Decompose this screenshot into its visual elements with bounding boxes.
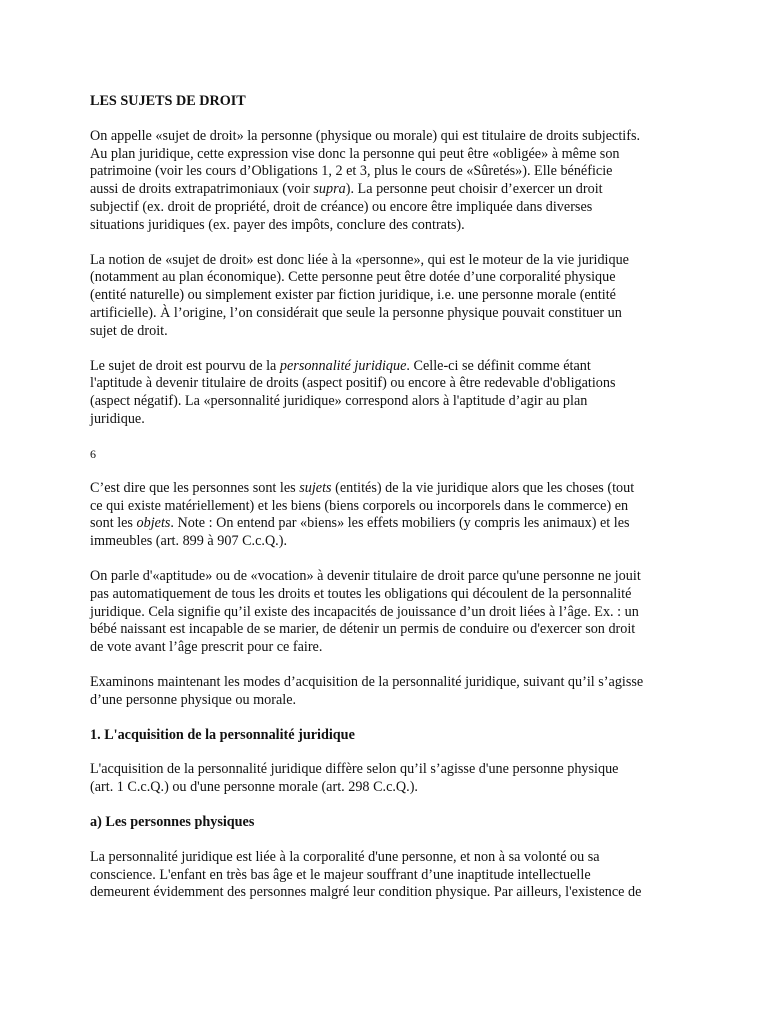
paragraph-aptitude-vocation [90, 568, 690, 657]
text-line: pas automatiquement de tous les droits et toutes les obligations qui découlent de la personnalité [90, 585, 632, 602]
paragraph-modes-acquisition [90, 674, 690, 710]
text-run: (entités) de la vie juridique alors que les choses (tout [331, 479, 635, 496]
text-line: sujet de droit. [90, 322, 168, 339]
text-line: (entité naturelle) ou simplement exister par fiction juridique, i.e. une personne morale (entité [90, 287, 616, 304]
paragraph-acquisition-differe [90, 761, 690, 797]
text-line: subjectif (ex. droit de propriété, droit de créance) ou encore être impliquée dans diverses [90, 198, 593, 215]
text-line: (art. 1 C.c.Q.) ou d'une personne morale (art. 298 C.c.Q.). [90, 779, 418, 796]
text-run: . Celle-ci se définit comme étant [406, 357, 591, 374]
text-line: juridique. Cela signifie qu’il existe des incapacités de jouissance d’un droit liées à l’âge. Ex. : un [90, 603, 639, 620]
text-line: l'aptitude à devenir titulaire de droits (aspect positif) ou encore à être redevable d'obligations [90, 375, 616, 392]
text-line: juridique. [90, 410, 145, 427]
italic-term: sujets [299, 479, 332, 496]
document-title: LES SUJETS DE DROIT [90, 93, 246, 109]
text-line [90, 515, 690, 533]
text-line: On appelle «sujet de droit» la personne (physique ou morale) qui est titulaire de droits subjectifs. [90, 127, 641, 144]
text-line: bébé naissant est incapable de se marier, de détenir un permis de conduire ou d'exercer son droit [90, 621, 636, 638]
text-line: Au plan juridique, cette expression vise donc la personne qui peut être «obligée» à même son [90, 145, 620, 162]
text-line: situations juridiques (ex. payer des impôts, conclure des contrats). [90, 216, 465, 233]
text-line: d’une personne physique ou morale. [90, 691, 297, 708]
paragraph-notion-personne [90, 252, 690, 341]
text-line: L'acquisition de la personnalité juridique diffère selon qu’il s’agisse d'une personne physique [90, 761, 619, 778]
paragraph-sujet-de-droit-definition [90, 128, 690, 235]
italic-term: objets [136, 515, 171, 532]
text-line [90, 480, 690, 498]
document-body [90, 93, 690, 919]
section-heading-acquisition: 1. L'acquisition de la personnalité juridique [90, 726, 355, 743]
text-line: On parle d'«aptitude» ou de «vocation» à devenir titulaire de droit parce qu'une personne ne jouit [90, 567, 641, 584]
text-line: Examinons maintenant les modes d’acquisition de la personnalité juridique, suivant qu’il s’agisse [90, 673, 644, 690]
italic-term: personnalité juridique [279, 357, 407, 374]
text-run: Le sujet de droit est pourvu de la [90, 357, 280, 374]
paragraph-sujets-et-objets [90, 480, 690, 551]
text-line: La personnalité juridique est liée à la corporalité d'une personne, et non à sa volonté ou sa [90, 848, 600, 865]
text-line: artificielle). À l’origine, l’on considérait que seule la personne physique pouvait constituer un [90, 304, 622, 321]
text-line: demeurent évidemment des personnes malgré leur condition physique. Par ailleurs, l'existence de [90, 884, 642, 901]
text-line [90, 181, 690, 199]
text-line: ce qui existe matériellement) et les biens (biens corporels ou incorporels dans le commerce) en [90, 497, 629, 514]
text-run: C’est dire que les personnes sont les [90, 479, 300, 496]
text-run: ). La personne peut choisir d’exercer un droit [345, 181, 603, 198]
text-line: patrimoine (voir les cours d’Obligations 1, 2 et 3, plus le cours de «Sûretés»). Elle bénéficie [90, 163, 613, 180]
text-run: aussi de droits extrapatrimoniaux (voir [90, 181, 314, 198]
text-run: sont les [90, 515, 137, 532]
section-heading-personnes-physiques: a) Les personnes physiques [90, 813, 255, 830]
text-line: (aspect négatif). La «personnalité juridique» correspond alors à l'aptitude d’agir au plan [90, 393, 588, 410]
text-line: immeubles (art. 899 à 907 C.c.Q.). [90, 533, 288, 550]
paragraph-personnalite-juridique [90, 358, 690, 429]
text-run: . Note : On entend par «biens» les effets mobiliers (y compris les animaux) et les [170, 515, 630, 532]
text-line [90, 358, 690, 376]
page-number: 6 [90, 446, 96, 461]
text-line: conscience. L'enfant en très bas âge et le majeur souffrant d’une inaptitude intellectuelle [90, 866, 591, 883]
paragraph-corporalite [90, 849, 690, 902]
text-line: de vote avant l’âge prescrit pour ce faire. [90, 639, 323, 656]
text-line: La notion de «sujet de droit» est donc liée à la «personne», qui est le moteur de la vie juridique [90, 251, 629, 268]
text-line: (notamment au plan économique). Cette personne peut être dotée d’une corporalité physique [90, 269, 616, 286]
italic-term: supra [313, 181, 346, 198]
